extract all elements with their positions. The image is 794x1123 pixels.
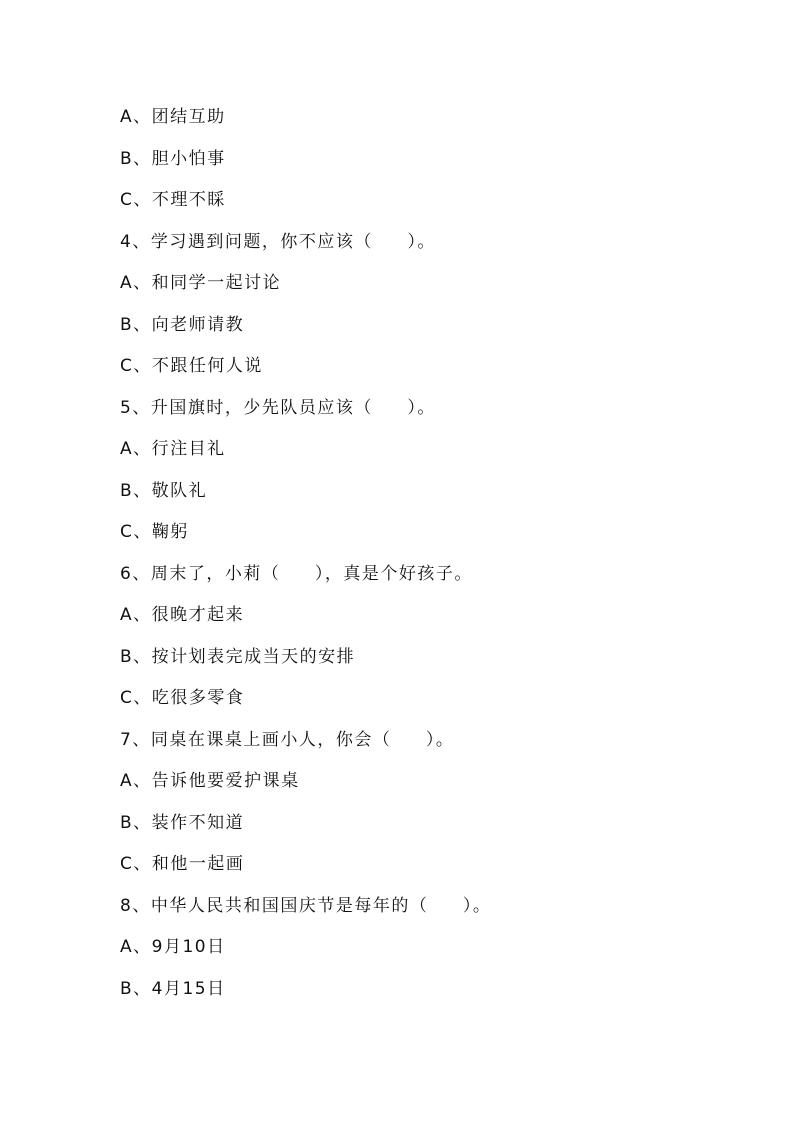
option-line	[120, 143, 491, 185]
quiz-text	[120, 101, 491, 1014]
option-line	[120, 101, 491, 143]
line-text: 5、升国旗时，少先队员应该（ ）。	[120, 397, 436, 418]
option-line	[120, 848, 491, 890]
option-line	[120, 973, 491, 1015]
line-text: A、告诉他要爱护课桌	[120, 771, 300, 791]
line-text: B、按计划表完成当天的安排	[120, 646, 356, 667]
line-text: C、不理不睬	[120, 190, 226, 210]
option-line	[120, 350, 491, 392]
line-text: A、和同学一起讨论	[120, 273, 282, 293]
question-line	[120, 226, 491, 268]
option-line	[120, 807, 491, 849]
line-text: A、团结互助	[120, 107, 226, 127]
line-text: C、不跟任何人说	[120, 356, 263, 376]
line-text: B、装作不知道	[120, 812, 245, 833]
option-line	[120, 599, 491, 641]
question-line	[120, 724, 491, 766]
option-line	[120, 267, 491, 309]
line-text: 7、同桌在课桌上画小人，你会（ ）。	[120, 729, 455, 750]
question-line	[120, 558, 491, 600]
question-line	[120, 890, 491, 932]
line-text: 6、周末了，小莉（ ），真是个好孩子。	[120, 563, 473, 584]
option-line	[120, 682, 491, 724]
line-text: B、4月15日	[120, 978, 226, 999]
option-line	[120, 765, 491, 807]
option-line	[120, 309, 491, 351]
line-text: B、敬队礼	[120, 480, 208, 501]
line-text: A、很晚才起来	[120, 605, 245, 625]
option-line	[120, 475, 491, 517]
line-text: B、向老师请教	[120, 314, 245, 335]
line-text: 8、中华人民共和国国庆节是每年的（ ）。	[120, 895, 492, 916]
line-text: C、吃很多零食	[120, 688, 245, 708]
line-text: 4、学习遇到问题，你不应该（ ）。	[120, 231, 436, 252]
line-text: B、胆小怕事	[120, 148, 226, 169]
option-line	[120, 184, 491, 226]
line-text: C、鞠躬	[120, 522, 189, 542]
option-line	[120, 931, 491, 973]
option-line	[120, 641, 491, 683]
line-text: A、9月10日	[120, 937, 226, 957]
question-line	[120, 392, 491, 434]
line-text: A、行注目礼	[120, 439, 226, 459]
option-line	[120, 433, 491, 475]
line-text: C、和他一起画	[120, 854, 245, 874]
option-line	[120, 516, 491, 558]
